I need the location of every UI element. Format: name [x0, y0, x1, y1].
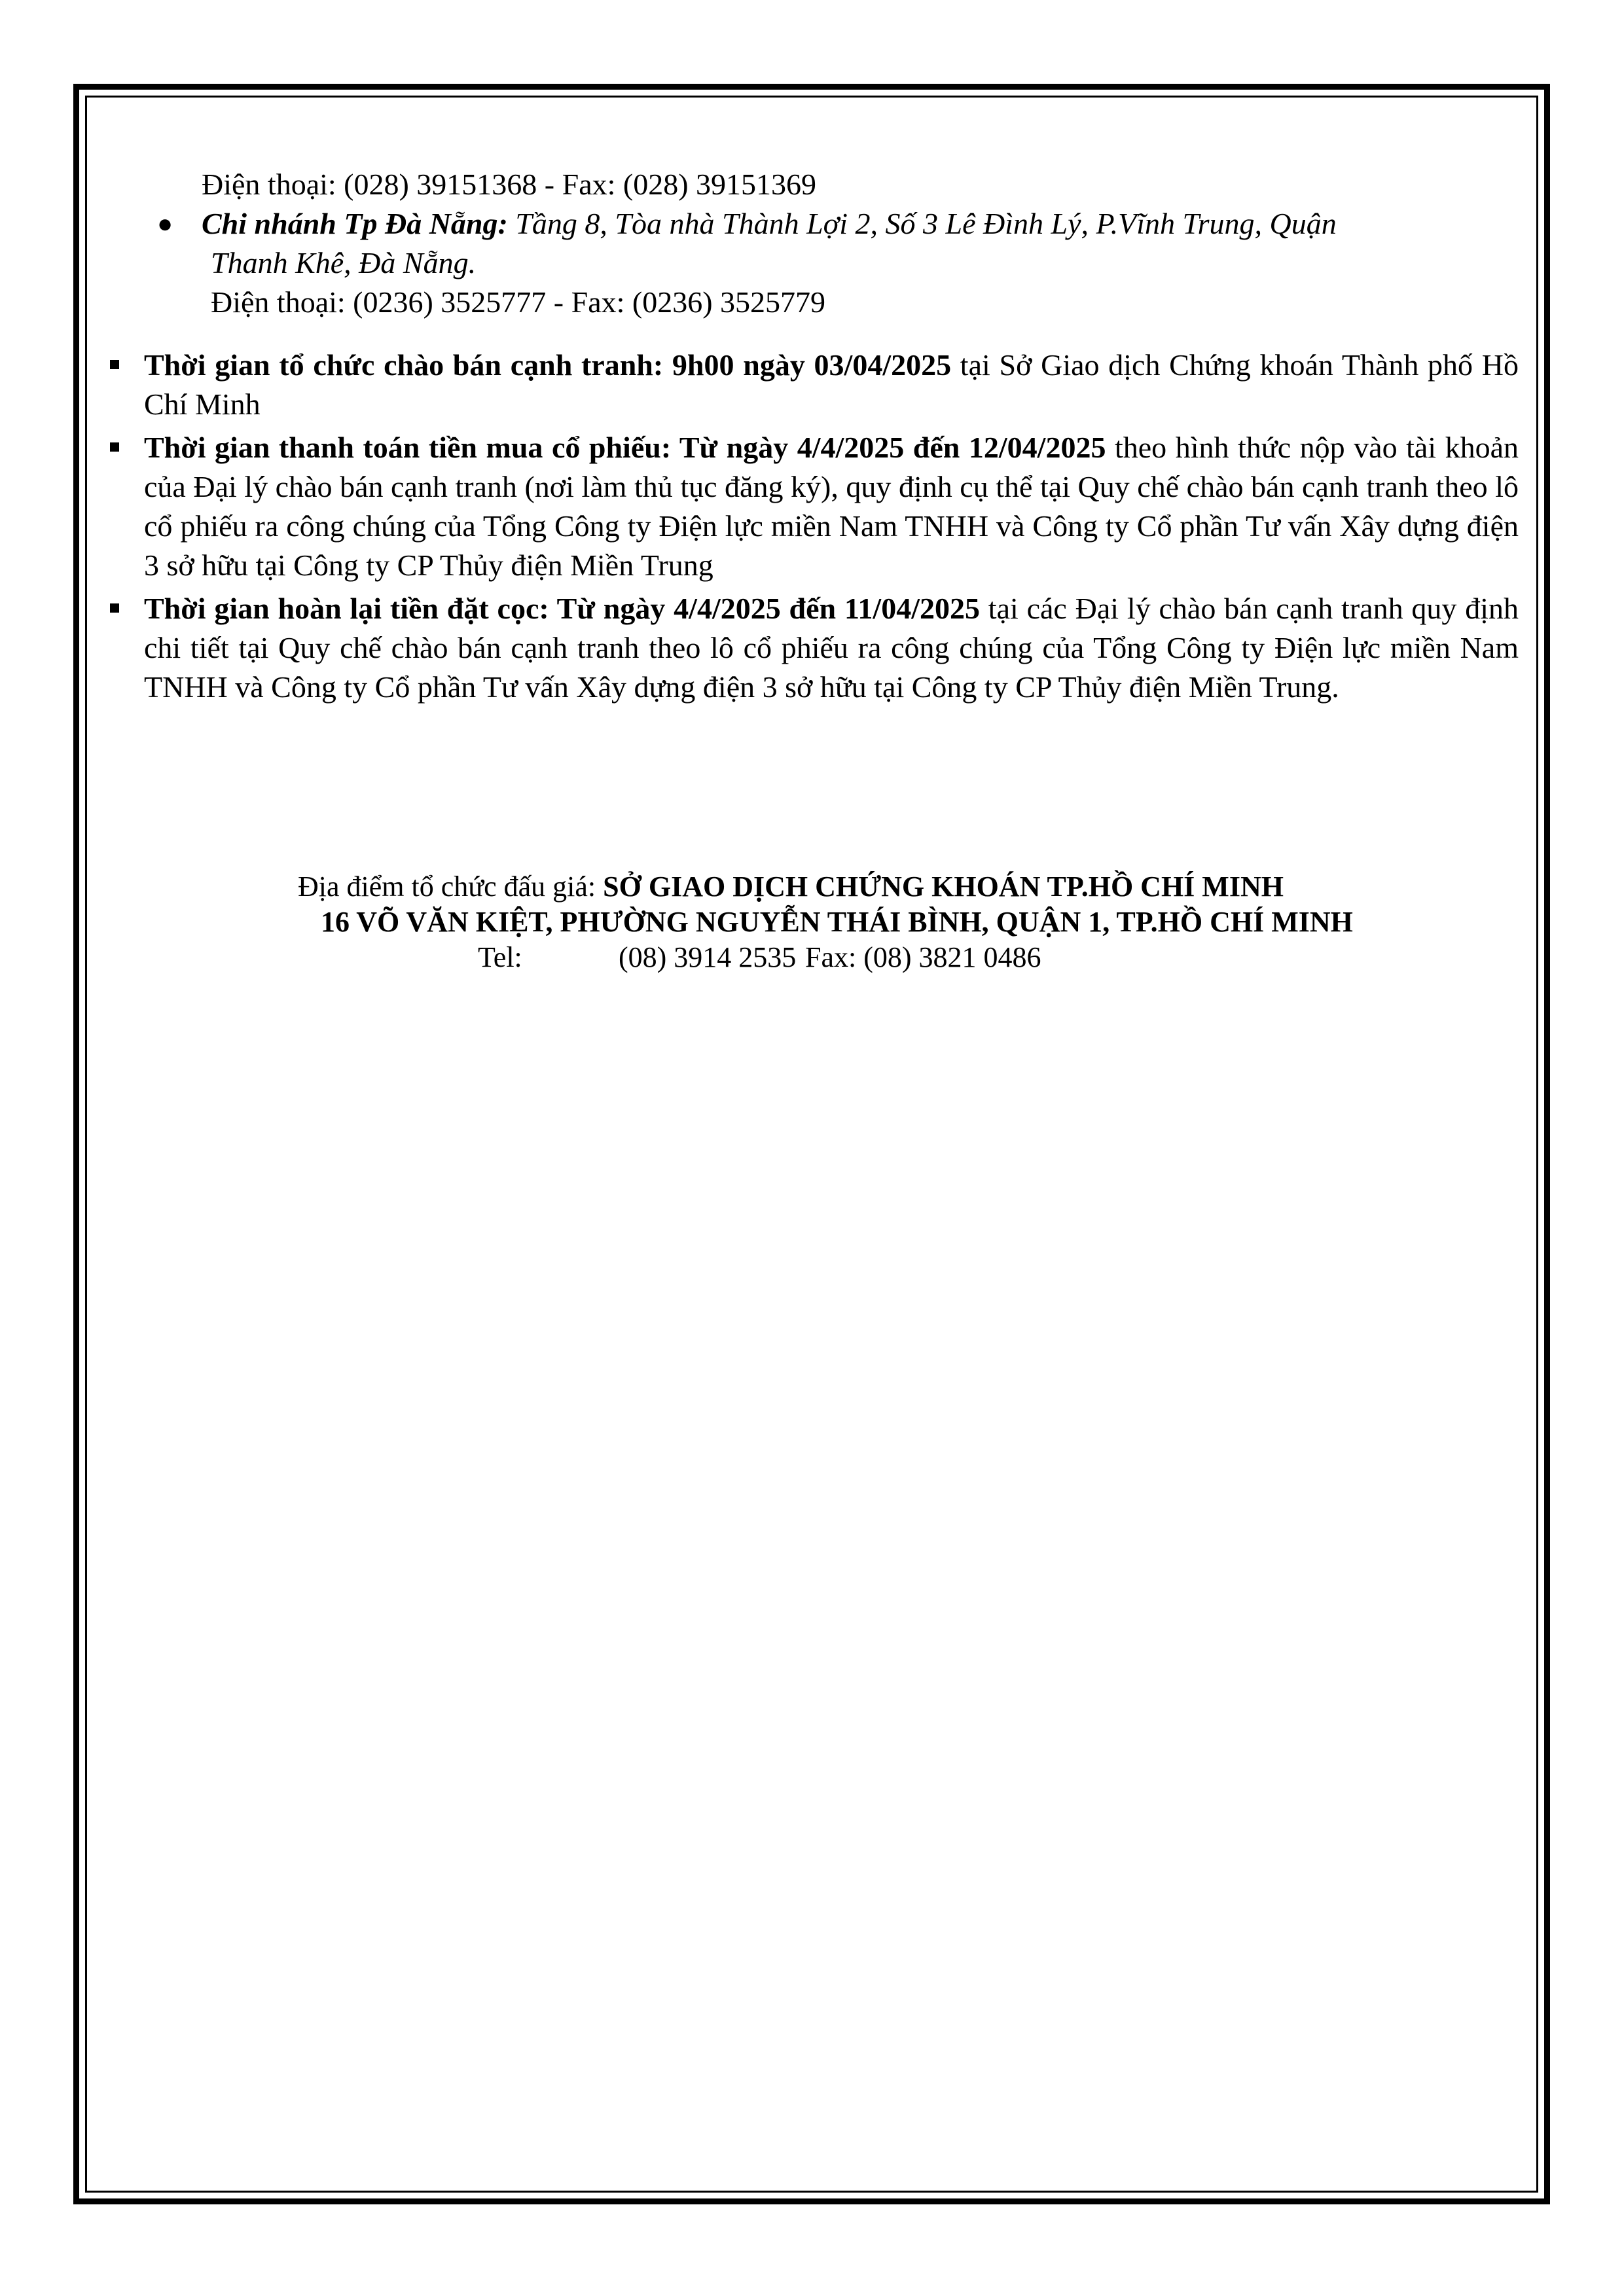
round-bullet-icon: ●: [157, 209, 173, 238]
document-body: [144, 165, 1519, 711]
tel-label: Tel:: [478, 941, 522, 973]
schedule-item-bold: Thời gian hoàn lại tiền đặt cọc: Từ ngày 4/4/2025 đến 11/04/2025: [144, 592, 980, 625]
danang-branch-phone: Điện thoại: (0236) 3525777 - Fax: (0236) 3525779: [211, 285, 826, 319]
venue-line: [144, 869, 1519, 905]
danang-branch-name: Chi nhánh Tp Đà Nẵng:: [202, 207, 508, 240]
venue-address: 16 VÕ VĂN KIỆT, PHƯỜNG NGUYỄN THÁI BÌNH, QUẬN 1, TP.HỒ CHÍ MINH: [321, 906, 1353, 938]
schedule-item-bold: Thời gian tổ chức chào bán cạnh tranh: 9h00 ngày 03/04/2025: [144, 348, 952, 382]
square-bullet-icon: [110, 442, 119, 452]
venue-label: Địa điểm tổ chức đấu giá:: [298, 870, 604, 903]
danang-branch-address-part1: Tầng 8, Tòa nhà Thành Lợi 2, Số 3 Lê Đình Lý, P.Vĩnh Trung, Quận: [507, 207, 1337, 240]
schedule-item-text: theo hình thức nộp vào tài khoản của Đại lý chào bán cạnh tranh (nơi làm thủ tục đăng ký), quy định cụ thể tại Quy chế chào bán cạnh tranh theo lô cổ phiếu ra công chúng của Tổng Công ty Điện lực miền Nam TNHH và Công ty Cổ phần Tư vấn Xây dựng điện 3 sở hữu tại Công ty CP Thủy điện Miền Trung: [144, 431, 1519, 582]
square-bullet-icon: [110, 360, 119, 369]
schedule-item-bold: Thời gian thanh toán tiền mua cổ phiếu: Từ ngày 4/4/2025 đến 12/04/2025: [144, 431, 1106, 464]
danang-branch-address-line: [202, 204, 1511, 243]
fax-value: Fax: (08) 3821 0486: [805, 941, 1041, 973]
danang-branch-address-part2: Thanh Khê, Đà Nẵng.: [211, 246, 477, 279]
hcm-branch-phone: Điện thoại: (028) 39151368 - Fax: (028) 39151369: [202, 168, 817, 201]
schedule-item-text: tại các Đại lý chào bán cạnh tranh quy định chi tiết tại Quy chế chào bán cạnh tranh theo lô cổ phiếu ra công chúng của Tổng Công ty Điện lực miền Nam TNHH và Công ty Cổ phần Tư vấn Xây dựng điện 3 sở hữu tại Công ty CP Thủy điện Miền Trung.: [144, 592, 1519, 704]
schedule-item-text: tại Sở Giao dịch Chứng khoán Thành phố Hồ Chí Minh: [144, 348, 1519, 421]
venue-name: SỞ GIAO DỊCH CHỨNG KHOÁN TP.HỒ CHÍ MINH: [603, 870, 1284, 903]
tel-value: (08) 3914 2535: [619, 941, 797, 973]
venue-contact: [144, 940, 1519, 975]
schedule-item-deposit-refund-time: [144, 589, 1519, 707]
schedule-item-offering-time: [144, 346, 1519, 424]
schedule-item-payment-time: [144, 428, 1519, 585]
spacer: [144, 322, 1519, 346]
square-bullet-icon: [110, 603, 119, 613]
danang-branch: [144, 204, 1511, 283]
auction-venue-block: [144, 869, 1519, 975]
